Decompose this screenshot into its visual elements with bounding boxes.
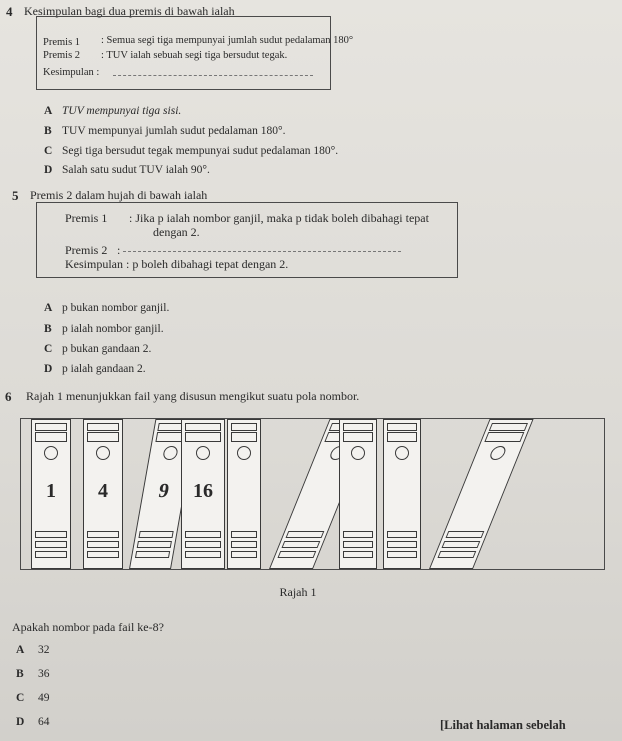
q6-number: 6 — [5, 389, 12, 404]
figure-caption: Rajah 1 — [279, 585, 317, 599]
q4-premis1-text: : Semua segi tiga mempunyai jumlah sudut pedalaman 180° — [101, 35, 354, 46]
q5-premis2-colon: : — [117, 243, 121, 257]
q4-kesimpulan-label: Kesimpulan : — [43, 67, 100, 78]
file-5 — [227, 419, 261, 569]
q5-premise-box — [36, 202, 458, 278]
q5-option-b-text[interactable]: p ialah nombor ganjil. — [62, 323, 164, 335]
q5-premis2-label: Premis 2 — [65, 243, 108, 257]
ring-hole-icon — [196, 446, 210, 460]
file-7 — [339, 419, 377, 569]
q4-option-d-text[interactable]: Salah satu sudut TUV ialah 90°. — [62, 164, 210, 176]
q6-option-b-letter[interactable]: B — [16, 668, 24, 680]
file-2 — [83, 419, 123, 569]
q5-option-c-text[interactable]: p bukan gandaan 2. — [62, 343, 152, 355]
q4-option-a-letter[interactable]: A — [44, 105, 53, 117]
q5-option-b-letter[interactable]: B — [44, 323, 52, 335]
file-number: 1 — [46, 480, 56, 502]
file-1 — [31, 419, 71, 569]
q5-option-c-letter[interactable]: C — [44, 343, 53, 355]
q5-premis1-label: Premis 1 — [65, 211, 108, 225]
file-number: 16 — [193, 480, 213, 502]
q5-kesimpulan: Kesimpulan : p boleh dibahagi tepat dengan 2. — [65, 257, 289, 271]
q4-number: 4 — [6, 4, 13, 19]
q4-stem: Kesimpulan bagi dua premis di bawah ialah — [24, 4, 235, 18]
q5-answer-blank — [123, 251, 401, 252]
q6-option-d-letter[interactable]: D — [16, 716, 25, 728]
q6-option-b-text[interactable]: 36 — [38, 668, 50, 680]
q6-option-a-letter[interactable]: A — [16, 644, 25, 656]
ring-hole-icon — [237, 446, 251, 460]
q5-stem: Premis 2 dalam hujah di bawah ialah — [30, 188, 208, 202]
q4-premis1-label: Premis 1 — [43, 37, 81, 48]
q5-option-a-letter[interactable]: A — [44, 302, 53, 314]
q6-option-c-letter[interactable]: C — [16, 692, 25, 704]
file-number: 4 — [98, 480, 108, 502]
q6-option-c-text[interactable]: 49 — [38, 692, 50, 704]
q5-option-a-text[interactable]: p bukan nombor ganjil. — [62, 302, 170, 314]
ring-hole-icon — [44, 446, 58, 460]
q5-premis1-text2: dengan 2. — [153, 225, 200, 239]
q6-option-a-text[interactable]: 32 — [38, 644, 50, 656]
q5-premis1-text: : Jika p ialah nombor ganjil, maka p tidak boleh dibahagi tepat — [129, 211, 429, 225]
q4-option-b-text[interactable]: TUV mempunyai jumlah sudut pedalaman 180°. — [62, 125, 286, 137]
file-shelf-figure — [20, 418, 605, 570]
q5-option-d-letter[interactable]: D — [44, 363, 53, 375]
q5-number: 5 — [12, 188, 19, 203]
file-8 — [383, 419, 421, 569]
ring-hole-icon — [96, 446, 110, 460]
file-4 — [181, 419, 225, 569]
q4-premis2-text: : TUV ialah sebuah segi tiga bersudut tegak. — [101, 50, 288, 61]
ring-hole-icon — [488, 446, 508, 460]
q4-option-b-letter[interactable]: B — [44, 125, 52, 137]
ring-hole-icon — [162, 446, 178, 460]
q4-option-a-text[interactable]: TUV mempunyai tiga sisi. — [62, 105, 182, 117]
file-number: 9 — [156, 480, 171, 502]
q4-answer-blank — [113, 75, 313, 76]
q6-question: Apakah nombor pada fail ke-8? — [12, 620, 164, 634]
file-9 — [429, 419, 534, 569]
ring-hole-icon — [395, 446, 409, 460]
q4-option-c-text[interactable]: Segi tiga bersudut tegak mempunyai sudut pedalaman 180°. — [62, 145, 339, 157]
q4-premise-box — [36, 16, 354, 90]
ring-hole-icon — [351, 446, 365, 460]
q6-option-d-text[interactable]: 64 — [38, 716, 50, 728]
q4-premis2-label: Premis 2 — [43, 50, 81, 61]
q4-option-c-letter[interactable]: C — [44, 145, 53, 157]
next-page-note: [Lihat halaman sebelah — [440, 718, 566, 732]
q4-option-d-letter[interactable]: D — [44, 164, 53, 176]
q5-option-d-text[interactable]: p ialah gandaan 2. — [62, 363, 146, 375]
q6-stem: Rajah 1 menunjukkan fail yang disusun mengikut suatu pola nombor. — [26, 389, 360, 403]
